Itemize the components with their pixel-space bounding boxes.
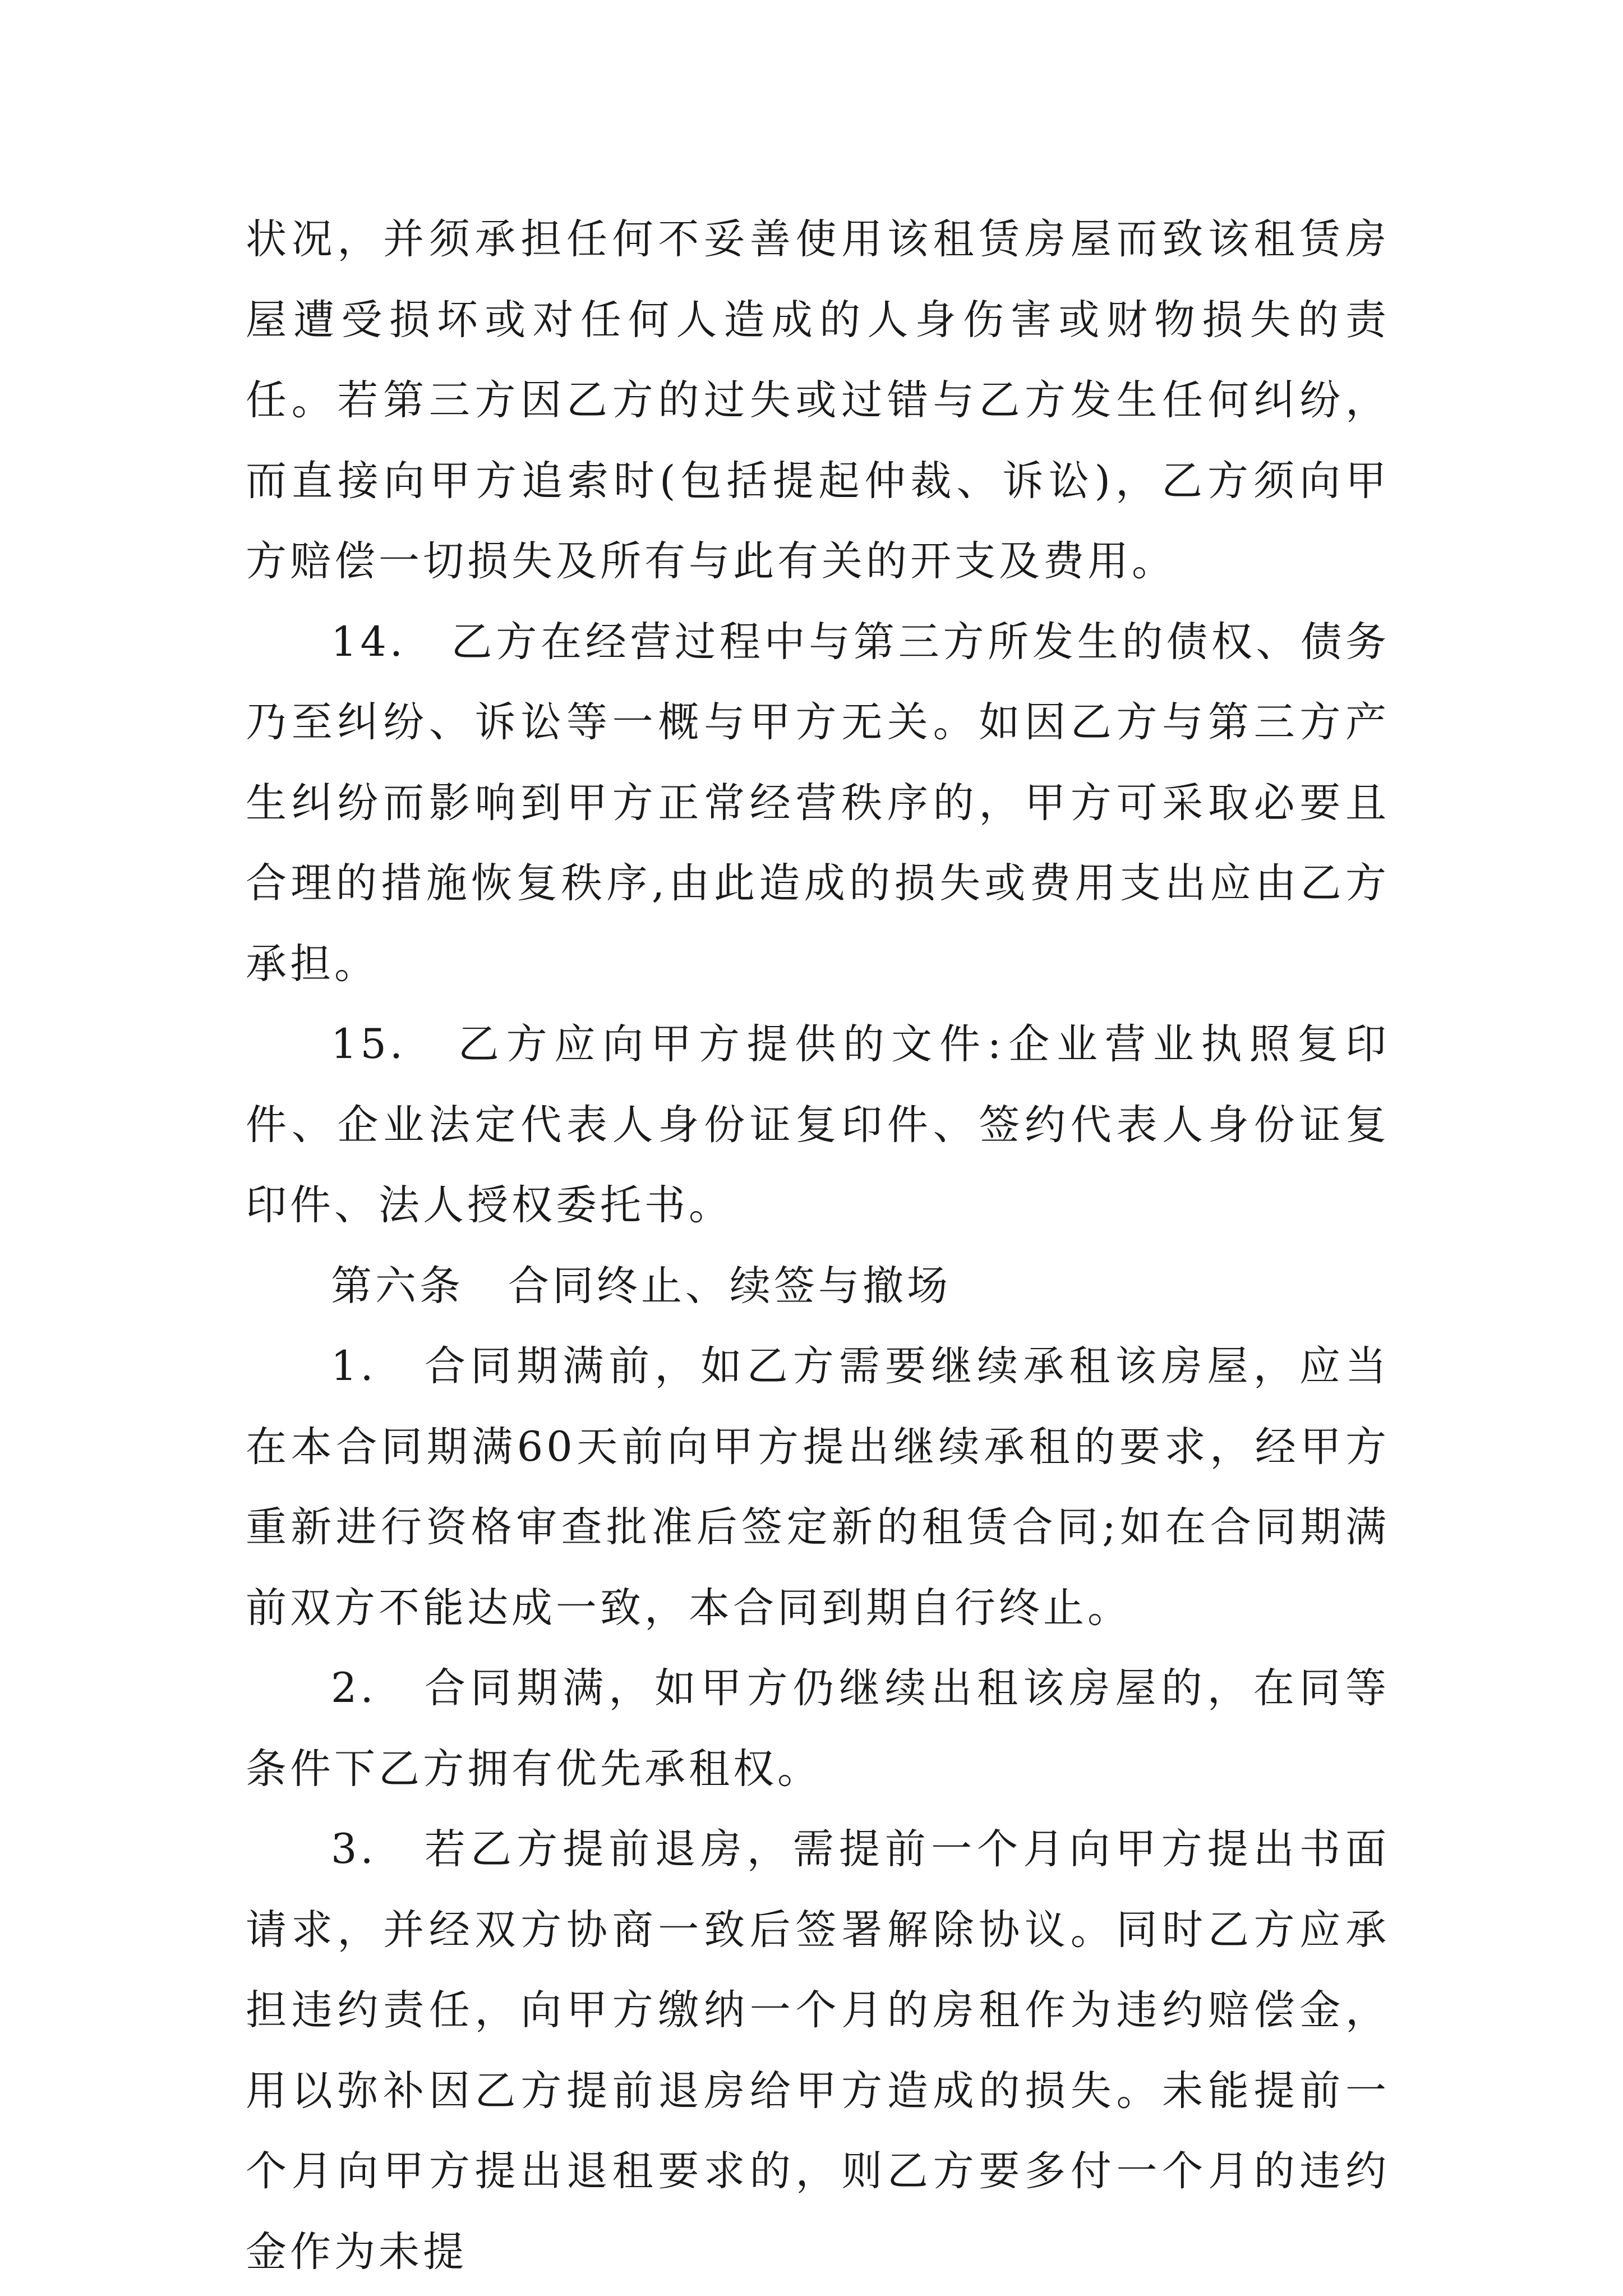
section-heading-article-6: 第六条 合同终止、续签与撤场	[331, 1262, 951, 1310]
contract-body	[246, 199, 1390, 2292]
paragraph-clause-14: 14. 乙方在经营过程中与第三方所发生的债权、债务乃至纠纷、诉讼等一概与甲方无关。如因乙方与第三方产生纠纷而影响到甲方正常经营秩序的，甲方可采取必要且合理的措施恢复秩序,由此造成的损失或费用支出应由乙方承担。	[246, 618, 1390, 988]
paragraph-clause-15: 15. 乙方应向甲方提供的文件:企业营业执照复印件、企业法定代表人身份证复印件、签约代表人身份证复印件、法人授权委托书。	[246, 1020, 1390, 1229]
paragraph-clause-3: 3. 若乙方提前退房，需提前一个月向甲方提出书面请求，并经双方协商一致后签署解除协议。同时乙方应承担违约责任，向甲方缴纳一个月的房租作为违约赔偿金，用以弥补因乙方提前退房给甲方造成的损失。未能提前一个月向甲方提出退租要求的，则乙方要多付一个月的违约金作为未提	[246, 1825, 1390, 2276]
paragraph-clause-13-continuation: 状况，并须承担任何不妥善使用该租赁房屋而致该租赁房屋遭受损坏或对任何人造成的人身伤害或财物损失的责任。若第三方因乙方的过失或过错与乙方发生任何纠纷，而直接向甲方追索时(包括提起仲裁、诉讼)，乙方须向甲方赔偿一切损失及所有与此有关的开支及费用。	[246, 215, 1390, 585]
paragraph-clause-2: 2. 合同期满，如甲方仍继续出租该房屋的，在同等条件下乙方拥有优先承租权。	[246, 1664, 1390, 1793]
paragraph-clause-1: 1. 合同期满前，如乙方需要继续承租该房屋，应当在本合同期满60天前向甲方提出继续承租的要求，经甲方重新进行资格审查批准后签定新的租赁合同;如在合同期满前双方不能达成一致，本合同到期自行终止。	[246, 1342, 1390, 1632]
